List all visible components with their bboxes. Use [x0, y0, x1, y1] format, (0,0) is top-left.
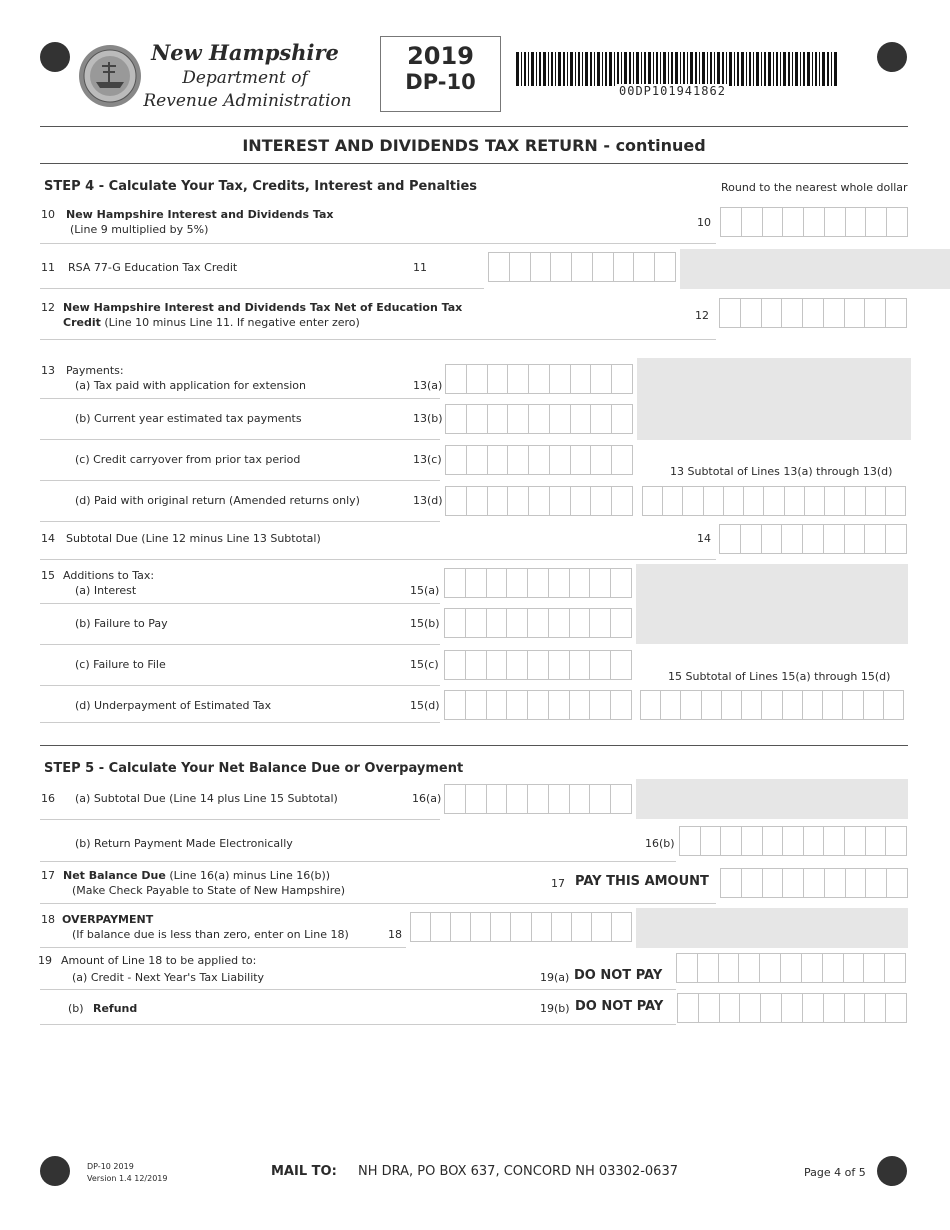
line15d-label: (d) Underpayment of Estimated Tax	[75, 699, 272, 712]
line16a-amount-input[interactable]	[444, 784, 632, 814]
line16a-ref: 16(a)	[412, 792, 442, 805]
page-title: INTEREST AND DIVIDENDS TAX RETURN - continued	[242, 136, 706, 155]
line13d-amount-input[interactable]	[445, 486, 633, 516]
shaded-area	[680, 249, 950, 289]
form-year: 2019	[407, 42, 474, 70]
line15d-amount-input[interactable]	[444, 690, 632, 720]
row-divider	[40, 989, 676, 990]
line13-subtotal-label: 13 Subtotal of Lines 13(a) through 13(d)	[670, 465, 893, 478]
page-number: Page 4 of 5	[804, 1166, 866, 1179]
line15c-ref: 15(c)	[410, 658, 439, 671]
line15b-ref: 15(b)	[410, 617, 440, 630]
line-number: 13	[41, 364, 55, 377]
shaded-area	[636, 908, 908, 948]
line18-title: OVERPAYMENT	[62, 913, 154, 926]
line13-subtotal-input[interactable]	[642, 486, 906, 516]
line13b-label: (b) Current year estimated tax payments	[75, 412, 302, 425]
line19a-ref: 19(a)	[540, 971, 570, 984]
row-divider	[40, 1024, 676, 1025]
registration-dot	[877, 1156, 907, 1186]
form-number: DP-10	[405, 70, 476, 94]
line10-amount-input[interactable]	[720, 207, 908, 237]
row-divider	[40, 685, 440, 686]
line17-amount-input[interactable]	[720, 868, 908, 898]
line15c-amount-input[interactable]	[444, 650, 632, 680]
line19-title: Amount of Line 18 to be applied to:	[61, 954, 257, 967]
title-divider	[40, 163, 908, 164]
shaded-area	[636, 779, 908, 819]
mail-to-label: MAIL TO:	[271, 1164, 337, 1179]
line-number: 15	[41, 569, 55, 582]
line11-amount-input[interactable]	[488, 252, 676, 282]
line19b-prefix: (b)	[68, 1002, 84, 1015]
line15a-label: (a) Interest	[75, 584, 137, 597]
dept-line-2: Revenue Administration	[143, 91, 352, 111]
line15a-ref: 15(a)	[410, 584, 440, 597]
line16a-label: (a) Subtotal Due (Line 14 plus Line 15 Subtotal)	[75, 792, 338, 805]
line19a-amount-input[interactable]	[676, 953, 906, 983]
row-divider	[40, 903, 716, 904]
line13a-ref: 13(a)	[413, 379, 443, 392]
row-divider	[40, 603, 440, 604]
line10-subtitle: (Line 9 multiplied by 5%)	[70, 223, 209, 236]
row-divider	[40, 644, 440, 645]
line13c-label: (c) Credit carryover from prior tax period	[75, 453, 301, 466]
line15b-amount-input[interactable]	[444, 608, 632, 638]
line15-subtotal-input[interactable]	[640, 690, 904, 720]
line14-ref: 14	[697, 532, 711, 545]
line13b-amount-input[interactable]	[445, 404, 633, 434]
line-number: 14	[41, 532, 55, 545]
row-divider	[40, 722, 440, 723]
line12-rest: (Line 10 minus Line 11. If negative enter zero)	[100, 316, 360, 329]
line19b-do-not-pay: DO NOT PAY	[575, 999, 664, 1014]
line16b-ref: 16(b)	[645, 837, 675, 850]
line13d-ref: 13(d)	[413, 494, 443, 507]
line19a-label: (a) Credit - Next Year's Tax Liability	[72, 971, 265, 984]
line12-title: New Hampshire Interest and Dividends Tax Net of Education Tax	[63, 301, 463, 314]
line-number: 19	[38, 954, 52, 967]
line17-title-rest: (Line 16(a) minus Line 16(b))	[165, 869, 331, 882]
row-divider	[40, 861, 676, 862]
line19b-label: Refund	[93, 1002, 138, 1015]
line-number: 17	[41, 869, 55, 882]
line12-subtitle	[63, 315, 360, 330]
registration-dot	[877, 42, 907, 72]
line18-subtitle: (If balance due is less than zero, enter on Line 18)	[72, 928, 349, 941]
line15d-ref: 15(d)	[410, 699, 440, 712]
state-seal	[78, 44, 142, 108]
footer-form-year: DP-10 2019	[87, 1162, 134, 1171]
line14-title: Subtotal Due (Line 12 minus Line 13 Subtotal)	[66, 532, 321, 545]
line19a-do-not-pay: DO NOT PAY	[574, 968, 663, 983]
line13c-ref: 13(c)	[413, 453, 442, 466]
line13d-label: (d) Paid with original return (Amended returns only)	[75, 494, 360, 507]
line18-amount-input[interactable]	[410, 912, 632, 942]
line10-title: New Hampshire Interest and Dividends Tax	[66, 208, 334, 221]
line15b-label: (b) Failure to Pay	[75, 617, 168, 630]
step5-title: STEP 5 - Calculate Your Net Balance Due or Overpayment	[44, 761, 464, 776]
line18-ref: 18	[388, 928, 402, 941]
line13a-label: (a) Tax paid with application for extension	[75, 379, 306, 392]
line13b-ref: 13(b)	[413, 412, 443, 425]
step4-title: STEP 4 - Calculate Your Tax, Credits, Interest and Penalties	[44, 179, 478, 194]
line13-title: Payments:	[66, 364, 124, 377]
line16b-label: (b) Return Payment Made Electronically	[75, 837, 293, 850]
line-number: 16	[41, 792, 55, 805]
line11-ref: 11	[413, 261, 427, 274]
line15a-amount-input[interactable]	[444, 568, 632, 598]
line15-subtotal-label: 15 Subtotal of Lines 15(a) through 15(d)	[668, 670, 891, 683]
barcode-text: 00DP101941862	[616, 84, 729, 98]
line12-credit: Credit	[63, 316, 101, 329]
row-divider	[40, 339, 716, 340]
shaded-area	[637, 358, 911, 440]
line12-ref: 12	[695, 309, 709, 322]
state-name: New Hampshire	[151, 40, 339, 65]
row-divider	[40, 398, 440, 399]
form-id-box	[380, 36, 501, 112]
line15c-label: (c) Failure to File	[75, 658, 166, 671]
line-number: 10	[41, 208, 55, 221]
line13a-amount-input[interactable]	[445, 364, 633, 394]
line10-ref: 10	[697, 216, 711, 229]
line-number: 12	[41, 301, 55, 314]
line12-amount-input[interactable]	[719, 298, 907, 328]
line17-subtitle: (Make Check Payable to State of New Hampshire)	[72, 884, 346, 897]
mail-address: NH DRA, PO BOX 637, CONCORD NH 03302-0637	[358, 1164, 678, 1179]
line16b-amount-input[interactable]	[679, 826, 907, 856]
line14-amount-input[interactable]	[719, 524, 907, 554]
row-divider	[40, 439, 440, 440]
row-divider	[40, 521, 440, 522]
header-divider	[40, 126, 908, 127]
footer-version: Version 1.4 12/2019	[87, 1174, 168, 1183]
line19b-ref: 19(b)	[540, 1002, 570, 1015]
line17-ref: 17	[551, 877, 565, 890]
dept-line-1: Department of	[182, 68, 308, 88]
line-number: 18	[41, 913, 55, 926]
line-number: 11	[41, 261, 55, 274]
row-divider	[40, 480, 440, 481]
row-divider	[40, 559, 716, 560]
line17-title	[63, 868, 330, 883]
registration-dot	[40, 42, 70, 72]
shaded-area	[636, 564, 908, 644]
line17-title-bold: Net Balance Due	[63, 869, 166, 882]
row-divider	[40, 947, 406, 948]
round-note: Round to the nearest whole dollar	[721, 181, 908, 194]
pay-this-amount-label: PAY THIS AMOUNT	[575, 874, 709, 889]
row-divider	[40, 819, 440, 820]
row-divider	[40, 243, 716, 244]
step-divider	[40, 745, 908, 746]
line15-title: Additions to Tax:	[63, 569, 155, 582]
registration-dot	[40, 1156, 70, 1186]
line11-title: RSA 77-G Education Tax Credit	[68, 261, 238, 274]
line13c-amount-input[interactable]	[445, 445, 633, 475]
row-divider	[40, 288, 484, 289]
line19b-amount-input[interactable]	[677, 993, 907, 1023]
